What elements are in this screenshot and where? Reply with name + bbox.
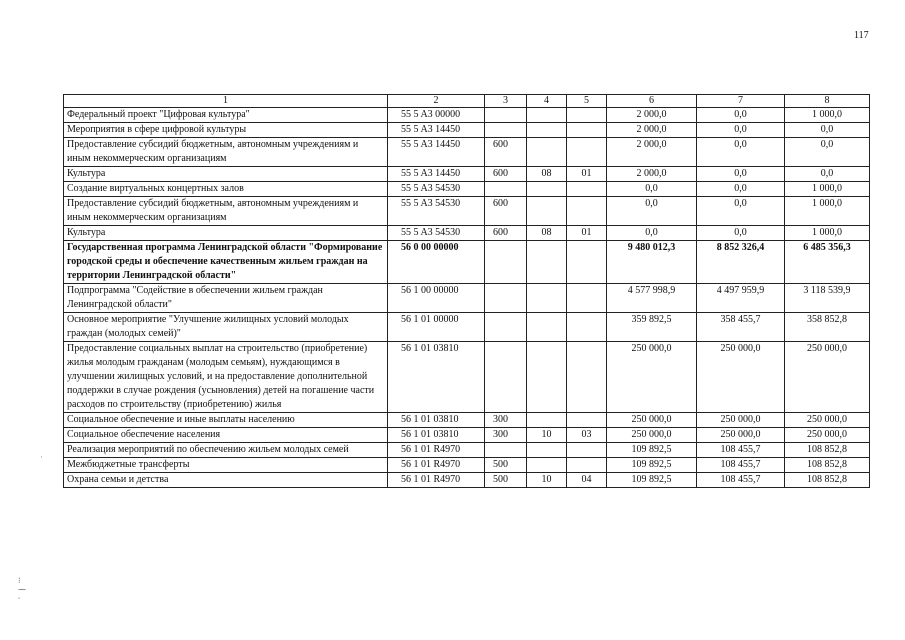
header-cell-8: 8 bbox=[785, 95, 870, 108]
row-section-cell bbox=[527, 443, 567, 458]
row-expense-type-cell: 300 bbox=[485, 428, 527, 443]
row-name-cell: Реализация мероприятий по обеспечению жильем молодых семей bbox=[64, 443, 388, 458]
row-name-cell: Предоставление социальных выплат на строительство (приобретение) жилья молодым гражданам (молодым семьям), нуждающимся в улучшении жилищных условий, и на предоставление дополнительной поддержки в случае рождения (усыновления) детей на погашение части расходов по строительству (приобретению) жилья bbox=[64, 342, 388, 413]
row-section-cell bbox=[527, 123, 567, 138]
row-amount-1-cell: 359 892,5 bbox=[607, 313, 697, 342]
table-row bbox=[64, 458, 870, 473]
row-name-cell: Федеральный проект "Цифровая культура" bbox=[64, 108, 388, 123]
row-expense-type-cell: 500 bbox=[485, 458, 527, 473]
table-header-row bbox=[64, 95, 870, 108]
row-amount-2-cell: 0,0 bbox=[697, 197, 785, 226]
row-code-cell: 56 1 00 00000 bbox=[388, 284, 485, 313]
header-cell-1: 1 bbox=[64, 95, 388, 108]
row-code-cell: 55 5 A3 14450 bbox=[388, 123, 485, 138]
table-row bbox=[64, 413, 870, 428]
table-row bbox=[64, 123, 870, 138]
table-row bbox=[64, 284, 870, 313]
row-amount-3-cell: 1 000,0 bbox=[785, 108, 870, 123]
row-amount-1-cell: 109 892,5 bbox=[607, 458, 697, 473]
header-cell-6: 6 bbox=[607, 95, 697, 108]
page-number: 117 bbox=[854, 30, 869, 41]
row-amount-2-cell: 4 497 959,9 bbox=[697, 284, 785, 313]
row-subsection-cell: 01 bbox=[567, 226, 607, 241]
row-name-cell: Подпрограмма "Содействие в обеспечении жильем граждан Ленинградской области" bbox=[64, 284, 388, 313]
row-amount-1-cell: 2 000,0 bbox=[607, 167, 697, 182]
row-amount-2-cell: 250 000,0 bbox=[697, 428, 785, 443]
row-amount-2-cell: 358 455,7 bbox=[697, 313, 785, 342]
header-cell-3: 3 bbox=[485, 95, 527, 108]
row-subsection-cell bbox=[567, 197, 607, 226]
row-code-cell: 56 0 00 00000 bbox=[388, 241, 485, 284]
row-code-cell: 55 5 A3 14450 bbox=[388, 138, 485, 167]
header-cell-4: 4 bbox=[527, 95, 567, 108]
row-amount-3-cell: 1 000,0 bbox=[785, 226, 870, 241]
row-section-cell bbox=[527, 458, 567, 473]
row-amount-3-cell: 108 852,8 bbox=[785, 458, 870, 473]
row-amount-1-cell: 250 000,0 bbox=[607, 413, 697, 428]
table-row bbox=[64, 167, 870, 182]
row-section-cell bbox=[527, 197, 567, 226]
row-amount-2-cell: 250 000,0 bbox=[697, 413, 785, 428]
row-subsection-cell bbox=[567, 342, 607, 413]
row-amount-1-cell: 2 000,0 bbox=[607, 108, 697, 123]
row-amount-2-cell: 108 455,7 bbox=[697, 458, 785, 473]
row-amount-2-cell: 0,0 bbox=[697, 108, 785, 123]
row-expense-type-cell bbox=[485, 123, 527, 138]
table-row bbox=[64, 473, 870, 488]
row-amount-3-cell: 250 000,0 bbox=[785, 342, 870, 413]
row-name-cell: Предоставление субсидий бюджетным, автономным учреждениям и иным некоммерческим организациям bbox=[64, 138, 388, 167]
row-amount-2-cell: 8 852 326,4 bbox=[697, 241, 785, 284]
row-amount-1-cell: 109 892,5 bbox=[607, 473, 697, 488]
row-name-cell: Мероприятия в сфере цифровой культуры bbox=[64, 123, 388, 138]
table-row bbox=[64, 313, 870, 342]
row-subsection-cell: 03 bbox=[567, 428, 607, 443]
row-expense-type-cell: 500 bbox=[485, 473, 527, 488]
row-expense-type-cell bbox=[485, 182, 527, 197]
row-subsection-cell bbox=[567, 108, 607, 123]
header-cell-2: 2 bbox=[388, 95, 485, 108]
row-subsection-cell bbox=[567, 413, 607, 428]
budget-table bbox=[63, 94, 870, 488]
row-amount-1-cell: 250 000,0 bbox=[607, 342, 697, 413]
row-amount-1-cell: 0,0 bbox=[607, 182, 697, 197]
row-subsection-cell bbox=[567, 182, 607, 197]
row-subsection-cell: 01 bbox=[567, 167, 607, 182]
row-subsection-cell bbox=[567, 123, 607, 138]
row-amount-1-cell: 9 480 012,3 bbox=[607, 241, 697, 284]
row-amount-3-cell: 0,0 bbox=[785, 138, 870, 167]
margin-scan-marks: ⁝ ⁓ ⸱ bbox=[18, 576, 26, 603]
row-amount-3-cell: 250 000,0 bbox=[785, 413, 870, 428]
row-name-cell: Предоставление субсидий бюджетным, автономным учреждениям и иным некоммерческим организациям bbox=[64, 197, 388, 226]
row-expense-type-cell: 300 bbox=[485, 413, 527, 428]
table-row bbox=[64, 182, 870, 197]
row-name-cell: Создание виртуальных концертных залов bbox=[64, 182, 388, 197]
row-amount-1-cell: 0,0 bbox=[607, 197, 697, 226]
table-row bbox=[64, 197, 870, 226]
row-code-cell: 55 5 A3 54530 bbox=[388, 226, 485, 241]
row-amount-1-cell: 2 000,0 bbox=[607, 123, 697, 138]
row-section-cell bbox=[527, 342, 567, 413]
row-code-cell: 56 1 01 R4970 bbox=[388, 458, 485, 473]
row-code-cell: 56 1 01 R4970 bbox=[388, 443, 485, 458]
row-amount-2-cell: 108 455,7 bbox=[697, 443, 785, 458]
row-code-cell: 56 1 01 03810 bbox=[388, 342, 485, 413]
header-cell-7: 7 bbox=[697, 95, 785, 108]
row-expense-type-cell: 600 bbox=[485, 197, 527, 226]
row-code-cell: 55 5 A3 54530 bbox=[388, 182, 485, 197]
row-amount-2-cell: 0,0 bbox=[697, 123, 785, 138]
row-amount-1-cell: 250 000,0 bbox=[607, 428, 697, 443]
row-subsection-cell bbox=[567, 313, 607, 342]
row-subsection-cell bbox=[567, 443, 607, 458]
row-section-cell: 10 bbox=[527, 428, 567, 443]
row-expense-type-cell bbox=[485, 108, 527, 123]
row-amount-3-cell: 1 000,0 bbox=[785, 197, 870, 226]
row-subsection-cell bbox=[567, 284, 607, 313]
row-amount-1-cell: 109 892,5 bbox=[607, 443, 697, 458]
row-amount-3-cell: 250 000,0 bbox=[785, 428, 870, 443]
row-amount-2-cell: 0,0 bbox=[697, 226, 785, 241]
row-name-cell: Межбюджетные трансферты bbox=[64, 458, 388, 473]
table-row bbox=[64, 241, 870, 284]
table-row bbox=[64, 226, 870, 241]
row-amount-3-cell: 1 000,0 bbox=[785, 182, 870, 197]
row-amount-3-cell: 0,0 bbox=[785, 167, 870, 182]
row-amount-3-cell: 358 852,8 bbox=[785, 313, 870, 342]
row-subsection-cell: 04 bbox=[567, 473, 607, 488]
row-expense-type-cell: 600 bbox=[485, 167, 527, 182]
row-amount-1-cell: 4 577 998,9 bbox=[607, 284, 697, 313]
row-amount-3-cell: 108 852,8 bbox=[785, 443, 870, 458]
row-section-cell: 10 bbox=[527, 473, 567, 488]
row-section-cell bbox=[527, 182, 567, 197]
row-amount-2-cell: 0,0 bbox=[697, 182, 785, 197]
row-section-cell bbox=[527, 284, 567, 313]
row-name-cell: Государственная программа Ленинградской области "Формирование городской среды и обеспечение качественным жильем граждан на территории Ленинградской области" bbox=[64, 241, 388, 284]
row-expense-type-cell bbox=[485, 313, 527, 342]
row-section-cell bbox=[527, 241, 567, 284]
table-row bbox=[64, 428, 870, 443]
row-code-cell: 55 5 A3 54530 bbox=[388, 197, 485, 226]
row-expense-type-cell bbox=[485, 241, 527, 284]
row-section-cell bbox=[527, 313, 567, 342]
row-code-cell: 56 1 01 03810 bbox=[388, 428, 485, 443]
row-code-cell: 56 1 01 00000 bbox=[388, 313, 485, 342]
row-expense-type-cell bbox=[485, 443, 527, 458]
row-subsection-cell bbox=[567, 241, 607, 284]
row-name-cell: Основное мероприятие "Улучшение жилищных условий молодых граждан (молодых семей)" bbox=[64, 313, 388, 342]
row-expense-type-cell: 600 bbox=[485, 226, 527, 241]
row-subsection-cell bbox=[567, 458, 607, 473]
row-section-cell: 08 bbox=[527, 167, 567, 182]
row-amount-3-cell: 0,0 bbox=[785, 123, 870, 138]
row-amount-2-cell: 250 000,0 bbox=[697, 342, 785, 413]
row-code-cell: 56 1 01 R4970 bbox=[388, 473, 485, 488]
row-section-cell bbox=[527, 413, 567, 428]
row-amount-3-cell: 3 118 539,9 bbox=[785, 284, 870, 313]
table-row bbox=[64, 108, 870, 123]
row-section-cell bbox=[527, 108, 567, 123]
row-amount-1-cell: 0,0 bbox=[607, 226, 697, 241]
row-name-cell: Социальное обеспечение населения bbox=[64, 428, 388, 443]
row-expense-type-cell bbox=[485, 342, 527, 413]
row-subsection-cell bbox=[567, 138, 607, 167]
row-section-cell: 08 bbox=[527, 226, 567, 241]
table-row bbox=[64, 138, 870, 167]
row-amount-3-cell: 6 485 356,3 bbox=[785, 241, 870, 284]
table-row bbox=[64, 443, 870, 458]
row-expense-type-cell bbox=[485, 284, 527, 313]
table-row bbox=[64, 342, 870, 413]
row-code-cell: 55 5 A3 14450 bbox=[388, 167, 485, 182]
row-name-cell: Социальное обеспечение и иные выплаты населению bbox=[64, 413, 388, 428]
row-amount-1-cell: 2 000,0 bbox=[607, 138, 697, 167]
row-name-cell: Охрана семьи и детства bbox=[64, 473, 388, 488]
header-cell-5: 5 bbox=[567, 95, 607, 108]
row-code-cell: 56 1 01 03810 bbox=[388, 413, 485, 428]
margin-scan-mark: · bbox=[40, 452, 43, 462]
row-name-cell: Культура bbox=[64, 226, 388, 241]
row-amount-2-cell: 0,0 bbox=[697, 138, 785, 167]
row-amount-2-cell: 0,0 bbox=[697, 167, 785, 182]
row-section-cell bbox=[527, 138, 567, 167]
row-code-cell: 55 5 A3 00000 bbox=[388, 108, 485, 123]
row-name-cell: Культура bbox=[64, 167, 388, 182]
row-expense-type-cell: 600 bbox=[485, 138, 527, 167]
row-amount-3-cell: 108 852,8 bbox=[785, 473, 870, 488]
row-amount-2-cell: 108 455,7 bbox=[697, 473, 785, 488]
